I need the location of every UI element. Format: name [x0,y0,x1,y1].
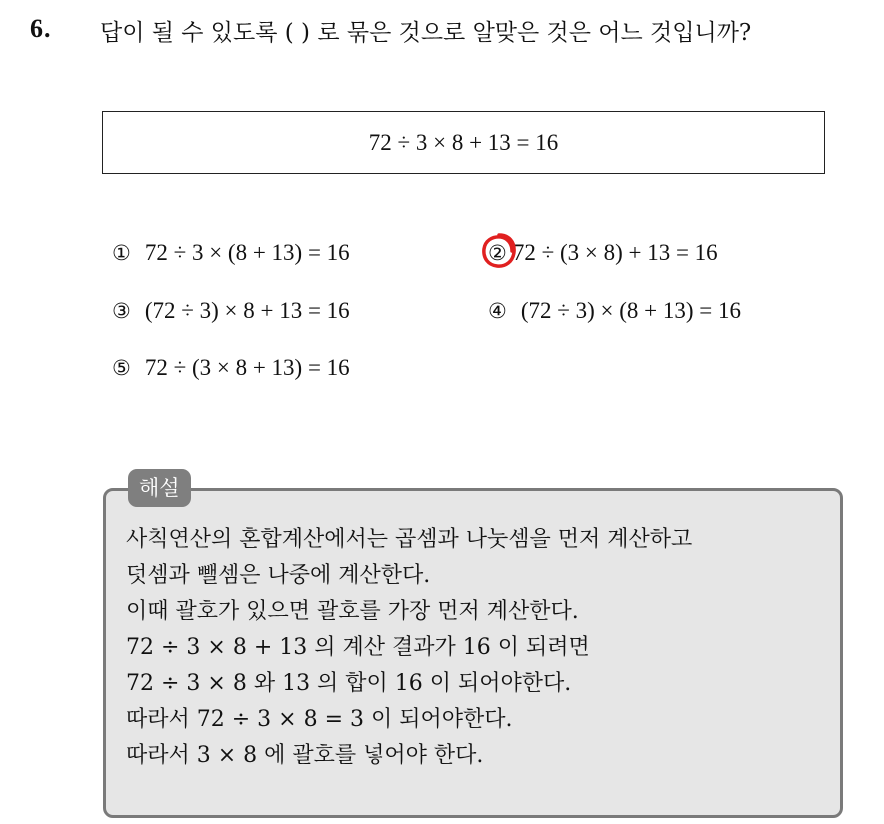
solution-line: 사칙연산의 혼합계산에서는 곱셈과 나눗셈을 먼저 계산하고 [126,527,693,552]
solution-line: 덧셈과 뺄셈은 나중에 계산한다. [126,563,431,588]
choice-expression: 72 ÷ 3 × (8 + 13) = 16 [144,240,350,265]
choice-expression: 72 ÷ (3 × 8 + 13) = 16 [144,355,350,380]
solution-text [126,522,831,774]
choice-1[interactable] [112,240,350,266]
choice-5[interactable] [112,355,350,381]
marked-answer [488,240,513,266]
solution-line: 이때 괄호가 있으면 괄호를 가장 먼저 계산한다. [126,599,579,624]
choice-number: ③ [112,299,131,323]
question-prompt: 답이 될 수 있도록 ( ) 로 묶은 것으로 알맞은 것은 어느 것입니까? [100,20,752,46]
choice-number: ⑤ [112,356,131,380]
choice-expression: (72 ÷ 3) × 8 + 13 = 16 [144,298,350,323]
red-circle-mark-icon [479,231,519,271]
choice-expression: 72 ÷ (3 × 8) + 13 = 16 [512,240,718,265]
choice-number: ④ [488,299,507,323]
expression-box [102,111,825,174]
choice-expression: (72 ÷ 3) × (8 + 13) = 16 [520,298,742,323]
choice-number: ② [488,241,507,265]
choice-4[interactable] [488,298,741,324]
solution-line: 72 ÷ 3 × 8 + 13 의 계산 결과가 16 이 되려면 [126,635,590,660]
solution-line: 72 ÷ 3 × 8 와 13 의 합이 16 이 되어야한다. [126,671,572,696]
solution-label: 해설 [128,469,191,507]
choice-number: ① [112,241,131,265]
choice-3[interactable] [112,298,350,324]
question-number: 6. [30,14,52,43]
choice-2[interactable] [488,240,718,266]
solution-line: 따라서 72 ÷ 3 × 8 = 3 이 되어야한다. [126,707,513,732]
expression-text: 72 ÷ 3 × 8 + 13 = 16 [368,129,559,155]
solution-line: 따라서 3 × 8 에 괄호를 넣어야 한다. [126,743,484,768]
